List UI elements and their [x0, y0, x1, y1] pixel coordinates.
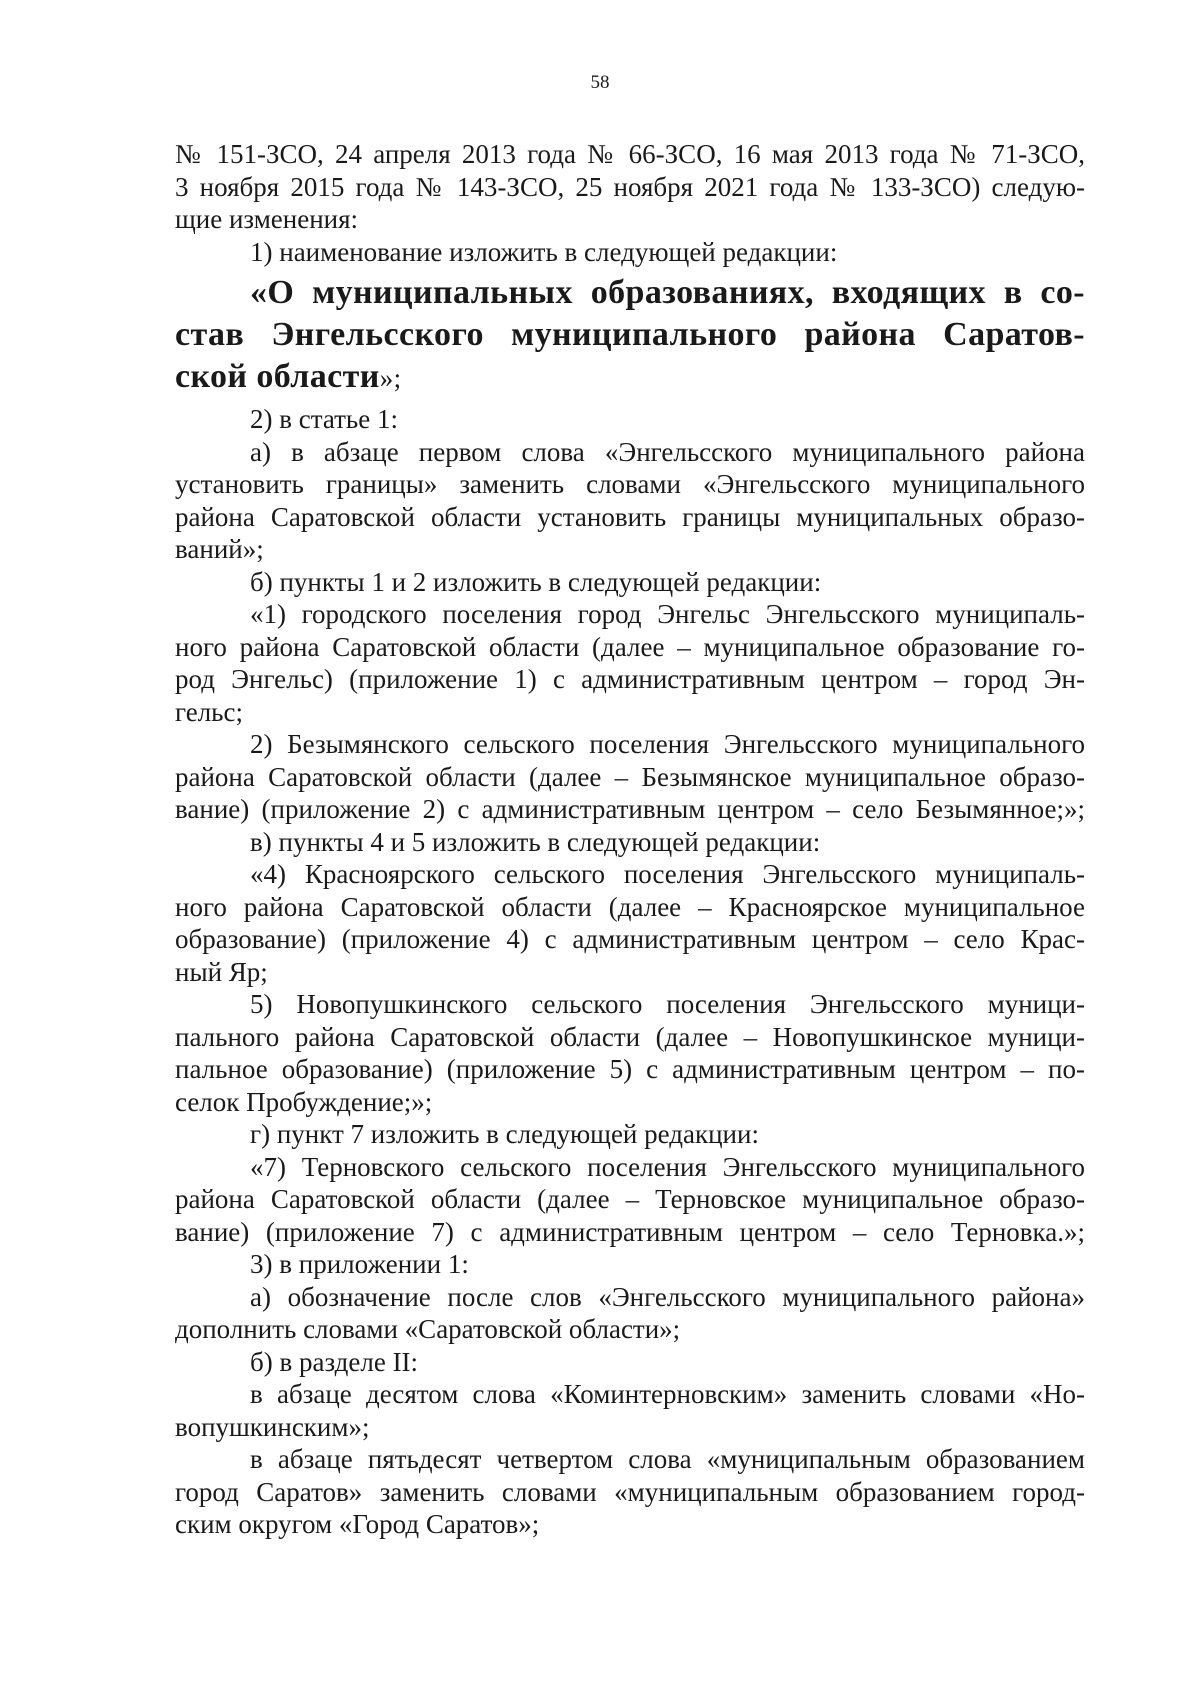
text-line: 3) в приложении 1:: [250, 1249, 469, 1279]
text-line: «7) Терновского сельского поселения Энгельсского муниципального: [250, 1151, 1085, 1182]
text-line: № 151-ЗСО, 24 апреля 2013 года № 66-ЗСО, 16 мая 2013 года № 71-ЗСО,: [175, 139, 1085, 169]
text-line: 2) Безымянского сельского поселения Энгельсского муниципального: [250, 729, 1085, 759]
text-line: «4) Красноярского сельского поселения Энгельсского муниципаль-: [250, 859, 1085, 889]
text-line: вание) (приложение 2) с административным центром – село Безымянное;»;: [175, 794, 1085, 824]
text-line: в) пункты 4 и 5 изложить в следующей редакции:: [250, 826, 821, 857]
text-line: б) в разделе II:: [250, 1346, 419, 1377]
text-line: в абзаце десятом слова «Коминтерновским» заменить словами «Но-: [250, 1379, 1085, 1409]
text-line: района Саратовской области (далее – Терновское муниципальное образо-: [175, 1184, 1085, 1214]
text-line: а) обозначение после слов «Энгельсского муниципального района»: [250, 1281, 1085, 1312]
text-line: 3 ноября 2015 года № 143-ЗСО, 25 ноября 2021 года № 133-ЗСО) следую-: [175, 171, 1085, 202]
text-line: а) в абзаце первом слова «Энгельсского муниципального района: [250, 436, 1085, 467]
text-line: дополнить словами «Саратовской области»;: [175, 1314, 681, 1344]
text-line: пальное образование) (приложение 5) с административным центром – по-: [175, 1054, 1085, 1084]
text-line: 2) в статье 1:: [250, 404, 398, 434]
text-line: вание) (приложение 7) с административным центром – село Терновка.»;: [175, 1216, 1085, 1247]
heading-line: став Энгельсского муниципального района Саратов-: [175, 316, 1085, 353]
text-line: пального района Саратовской области (далее – Новопушкинское муници-: [175, 1021, 1085, 1052]
heading-closing-quote: »;: [379, 363, 402, 393]
text-line: ного района Саратовской области (далее – Красноярское муниципальное: [175, 891, 1085, 922]
heading-line: [175, 356, 1085, 399]
text-line: «1) городского поселения город Энгельс Энгельсского муниципаль-: [250, 599, 1085, 629]
text-line: селок Пробуждение;»;: [175, 1086, 433, 1117]
text-line: 5) Новопушкинского сельского поселения Энгельсского муници-: [250, 989, 1085, 1019]
text-line: ный Яр;: [175, 956, 268, 987]
text-line: установить границы» заменить словами «Энгельсского муниципального: [175, 469, 1085, 499]
text-line: щие изменения:: [175, 204, 359, 234]
text-line: гельс;: [175, 696, 243, 727]
heading-line: «О муниципальных образованиях, входящих в со-: [250, 274, 1085, 311]
text-line: г) пункт 7 изложить в следующей редакции:: [250, 1119, 759, 1149]
text-line: в абзаце пятьдесят четвертом слова «муниципальным образованием: [250, 1444, 1085, 1474]
text-line: город Саратов» заменить словами «муниципальным образованием город-: [175, 1476, 1085, 1507]
heading-text: ской области: [175, 358, 380, 395]
text-line: 1) наименование изложить в следующей редакции:: [250, 236, 838, 267]
text-line: ским округом «Город Саратов»;: [175, 1509, 540, 1539]
text-line: района Саратовской области установить границы муниципальных образо-: [175, 501, 1085, 532]
text-line: род Энгельс) (приложение 1) с административным центром – город Эн-: [175, 664, 1085, 694]
text-line: б) пункты 1 и 2 изложить в следующей редакции:: [250, 566, 822, 597]
text-line: вопушкинским»;: [175, 1411, 370, 1442]
text-line: ного района Саратовской области (далее – муниципальное образование го-: [175, 631, 1085, 662]
page-number: 58: [590, 72, 610, 93]
text-line: ваний»;: [175, 534, 264, 564]
document-body: [175, 138, 1085, 1541]
text-line: образование) (приложение 4) с административным центром – село Крас-: [175, 924, 1085, 954]
text-line: района Саратовской области (далее – Безымянское муниципальное образо-: [175, 761, 1085, 792]
